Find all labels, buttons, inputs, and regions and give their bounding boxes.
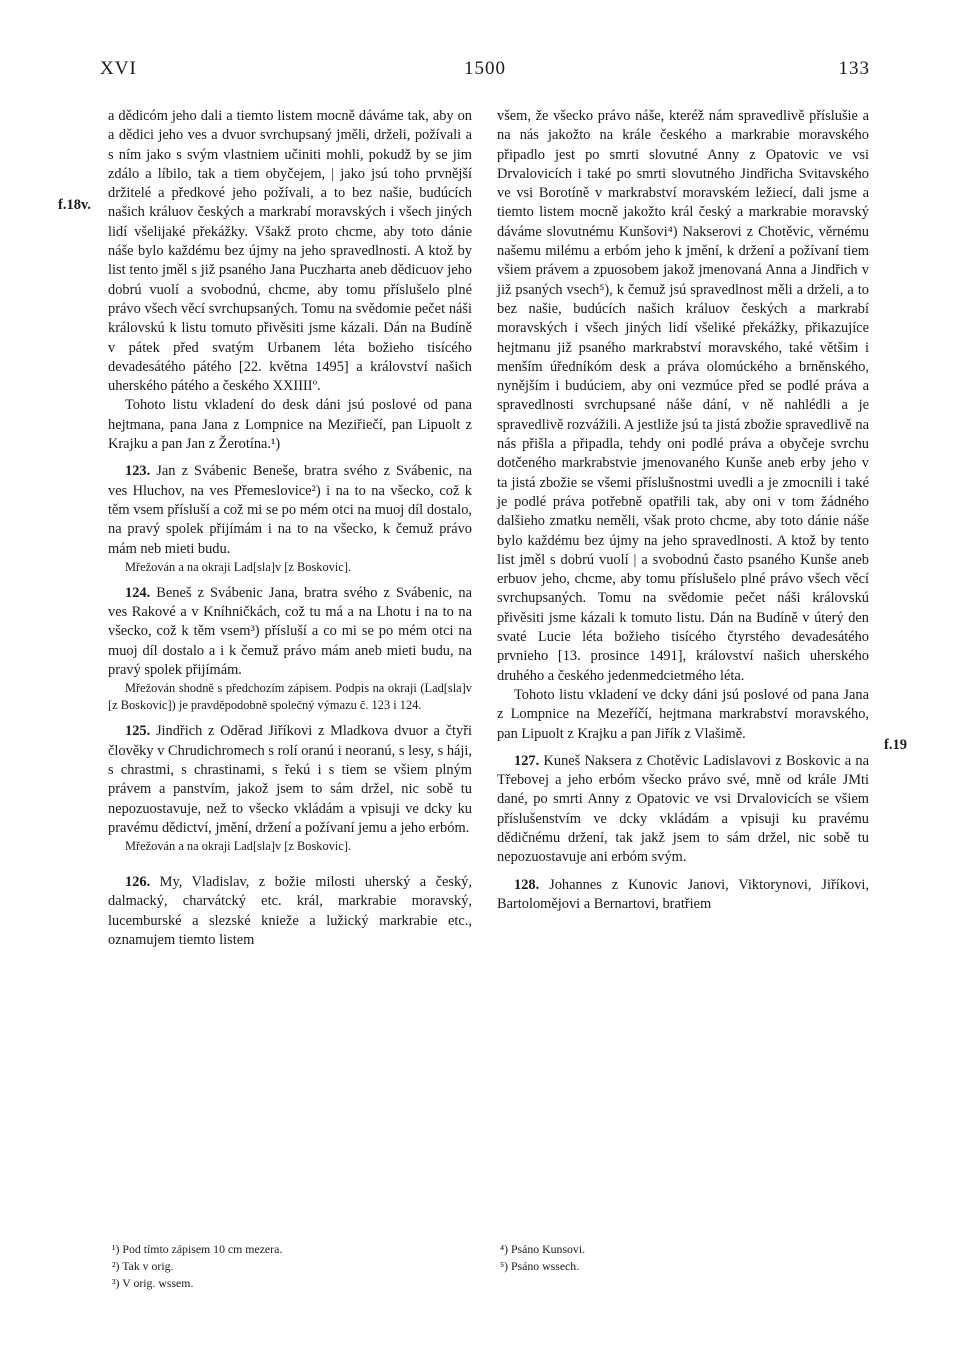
entry-text: Kuneš Naksera z Chotěvic Ladislavovi z Boskovic a na Třebovej a jeho erbóm všecko právo své, mně od krále JMti dané, po smrti Anny z Opatovic ve vsi Drvalovicích se všiem příslušenstvím ve dcky vkládám a vpisuji ku pravému dědičnému držení, tak jakž jsem to sám držel, nic sobě tu nepozuostavuje ani erbóm svým. [497, 752, 869, 866]
deposit-note-paragraph: Tohoto listu vkladení ve dcky dáni jsú poslové od pana Jana z Lompnice na Mezeříčí, hejtmana markrabství moravského, pan Lipuolt z Krajku a pan Jiřík z Vlašimě. [497, 686, 869, 742]
entry-124 [108, 584, 472, 680]
entry-126 [108, 873, 472, 950]
entry-124-note: Mřežován shodně s předchozím zápisem. Podpis na okraji (Lad[sla]v [z Boskovic]) je pravděpodobně společný výmazu č. 123 i 124. [108, 681, 472, 713]
page-header [100, 58, 870, 88]
entry-number: 128. [514, 876, 540, 893]
entry-text: Beneš z Svábenic Jana, bratra svého z Svábenic, na ves Rakové a v Kníhničkách, což tu má a na Lhotu i na to na všecko, což k těm vsem³) přísluší a co mi se po mém otci na muoj díl dostalo a i k čemuž právo mám aneb mieti budu, na pravý spolek přijímám. [108, 584, 472, 679]
entry-127 [497, 752, 869, 868]
entry-number: 126. [125, 874, 151, 891]
left-column [108, 107, 472, 950]
right-column [497, 107, 869, 914]
year-heading: 1500 [464, 58, 506, 79]
footnote: ³) V orig. wssem. [112, 1276, 194, 1290]
entry-number: 124. [125, 584, 151, 601]
deposit-note-paragraph: Tohoto listu vkladení do desk dáni jsú poslové od pana hejtmana, pana Jana z Lompnice na Meziřiečí, pan Lipuolt z Krajku a pan Jan z Žerotína.¹) [108, 397, 472, 453]
page-number: 133 [838, 58, 870, 79]
section-number: XVI [100, 58, 137, 79]
entry-125-note: Mřežován a na okraji Lad[sla]v [z Boskovic]. [125, 839, 352, 854]
entry-text: Jan z Svábenic Beneše, bratra svého z Svábenic, na ves Hluchov, na ves Přemeslovice²) i na to na všecko, což k těm vsem přísluší a což mi se po mém otci na muoj díl dostalo, na pravý spolek přijímám i na to na všecko, k čemuž právo mám neb mieti budu. [108, 463, 472, 557]
entry-125 [108, 722, 472, 838]
folio-note-right: f.19 [884, 737, 907, 753]
entry-123-note: Mřežován a na okraji Lad[sla]v [z Boskovic]. [125, 559, 352, 574]
entry-128 [497, 876, 869, 915]
entry-number: 125. [125, 723, 151, 740]
entry-text: Jindřich z Oděrad Jiříkovi z Mladkova dvuor a čtyři člověky v Chrudichromech s rolí oranú i neoranú, s lesy, s háji, s chrastmi, s chrastinami, s řekú i s tiem se všiem plným právem a panstvím, jakož jsem to sám držel, nic sobě tu nepozuostavuje, než to všecko vkládám a vpisuji ve dcky ku pravému dědictví, jmění, držení a požívaní jemu a jeho erbóm. [108, 723, 472, 836]
entry-number: 123. [125, 463, 151, 480]
folio-note-left: f.18v. [58, 197, 92, 213]
footnote: ¹) Pod tímto zápisem 10 cm mezera. [112, 1242, 283, 1256]
footnotes-right [500, 1241, 820, 1275]
entry-123 [108, 462, 472, 558]
footnote: ²) Tak v orig. [112, 1259, 174, 1273]
footnote: ⁴) Psáno Kunsovi. [500, 1242, 586, 1256]
footnotes-left [112, 1241, 452, 1292]
continued-paragraph: a dědicóm jeho dali a tiemto listem mocně dáváme tak, aby on a dědici jeho ves a dvuor svrchupsaný jměli, drželi, požívali a s ním jako s svým vlastniem učiniti mohli, pokudž by se jim zdálo a líbilo, tak a tiem obyčejem, | jako jsú toho prvnější držitelé a předkové jeho požívali, a to bez našie, budúcích našich králuov českých a markrabí moravských i všech jiných lidí všelijaké překážky. Všakž proto chcme, aby toto dánie náše bylo každému bez újmy na jeho spravedlnosti. A ktož by list tento jměl s již psaného Jana Puczharta aneb dědicuov jeho dobrú vuolí a svobodnú, chcme, aby tomu příslušelo plné právo všech věcí svrchupsaných. Tomu na svědomie pečet náši královskú k listu tomuto přivěsiti jsme kázali. Dán na Budíně v pátek před svatým Urbanem léta božieho tisícého devadesátého pátého [22. května 1495] a království našich uherského pátého a českého XXIIIIº. [108, 108, 472, 395]
entry-number: 127. [514, 752, 540, 769]
footnote: ⁵) Psáno wssech. [500, 1259, 580, 1273]
entry-text: My, Vladislav, z božie milosti uherský a český, dalmacký, charvátcký etc. král, markrabie moravský, lucemburské a slezské knieže a lužický markrabie etc., oznamujem tiemto listem [108, 874, 472, 948]
entry-text: Johannes z Kunovic Janovi, Viktorynovi, Jiříkovi, Bartolomějovi a Bernartovi, bratřiem [497, 876, 869, 912]
continued-paragraph: všem, že všecko právo náše, kteréž nám spravedlivě příslušie a na nás jakožto na krále českého a markrabie moravského připadlo jest po smrti slovutné Anny z Opatovic ve vsi Drvalovicích i také po smrti slovutného Jindřicha Svitavského ve vsi Borotíně v markrabství moravském ležiecí, dali jsme a tiemto listem mocně jakožto král český a markrabie moravský dáváme slovutnému Kunšovi⁴) Nakserovi z Chotěvic, věrnému našemu milému a erbóm jeho k jmění, k držení a požívaní tiem všiem právem a zpuosobem jakož jmenovaná Anna a Jindřich v již psaných vsech⁵), k čemuž jsú spravedlnost měli a drželi, a to bez našie, budúcích našich králuov českých a markrabí moravských i všech jiných lidí všeliké překážky, přikazujíce hejtmanu již psaného markrabství moravského, také většim i menším úředníkóm desk a práva olomúckého a brněnského, nynějším i budúciem, aby oni vezmúce před se podlé práva a spravedlnosti svrchupsané náše dání, v ně nahlédli a je spravedlivě rozvážili. A jestliže jsú ta jistá zbožie spravedlivě na nás přišla a připadla, tehdy oni podlé práva a obyčeje svrchu dotčeného markrabstvie jmenovaného Kunše aneb erby jeho v ta jistá zbožie se všemi příslušnostmi uvedli a je zmocnili i také je podlé práva potřebně opatřili tak, aby oni v tom žádného dalšieho zmatku neměli, však proto chcme, aby toto dánie náše bylo každému bez újmy na jeho spravedlnosti. A ktož by tento list jměl s dobrú vuolí | a svobodnú často psaného Kunše aneb erbuov jeho, chcme, aby tomu příslušelo plné právo všech věcí svrchupsaných. Tomu na svědomie pečet náši královskú přivěsiti jsme kázali k tomuto listu. Dán na Budíně v úterý den svaté Lucie léta božieho tisícého čtyrstého devadesátého prvnieho [13. prosince 1491], království našich uherského druhého a českého jedenmedcietmého léta. [497, 108, 869, 684]
